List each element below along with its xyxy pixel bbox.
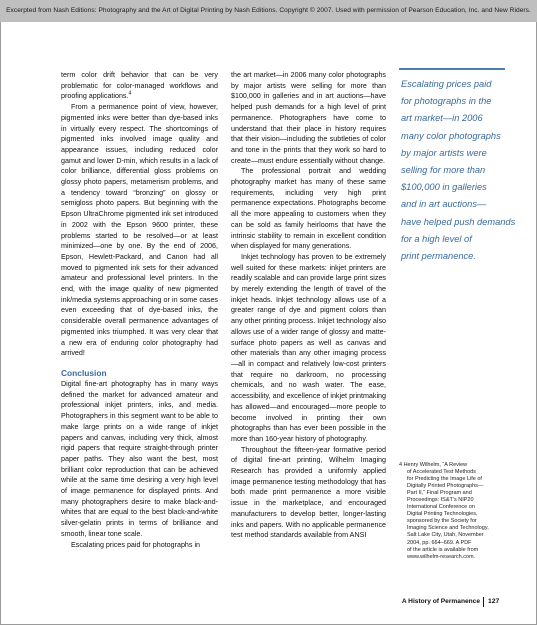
- pullquote-line: selling for more than: [401, 165, 486, 176]
- paragraph: the art market—in 2006 many color photographs by major artists were selling for more than $100,000 in galleries and in art auctions—have helped push demands for a high level of print permanence. Photographers have come to understand that their place in history requires that their vision—including the subtleties of color and tone in the prints that they work so hard to create—must endure essentially without change.: [231, 71, 386, 165]
- text-column-left: [61, 70, 218, 550]
- footnote-ref: 4: [128, 91, 132, 98]
- pullquote-rule: [399, 68, 505, 70]
- pullquote-line: for photographs in the: [401, 96, 492, 107]
- footnote-line: Salt Lake City, Utah, November: [407, 532, 484, 539]
- section-heading-conclusion: Conclusion: [61, 367, 107, 378]
- footnote-line: for Predicting the Image Life of: [407, 476, 482, 483]
- footnote-line: International Conference on: [407, 504, 475, 511]
- paragraph: Throughout the fifteen-year formative period of digital fine-art printing, Wilhelm Imaging Research has provided a uniformly applied image permanence testing methodology that has both made print permanence a more visible issue in the marketplace, and encouraged manufacturers to develop better, longer-lasting inks and papers. With no applicable permanence test method standards available from ANSI: [231, 445, 386, 540]
- footnote-line: Digital Printing Technologies,: [407, 511, 478, 518]
- pullquote-line: by major artists were: [401, 147, 487, 158]
- footnote-line: Proceedings: IS&T’s NIP20: [407, 497, 474, 504]
- pullquote-line: art market—in 2006: [401, 113, 483, 124]
- footer-divider: [483, 597, 484, 607]
- footnote-line: 4 Henry Wilhelm, “A Review: [399, 462, 468, 468]
- copyright-header: Excerpted from Nash Editions: Photography and the Art of Digital Printing by Nash Editions. Copyright © 2007. Used with permission of Pearson Education, Inc. and New Riders.: [0, 0, 537, 22]
- running-footer-title: A History of Permanence: [401, 598, 480, 605]
- footnote-line: sponsored by the Society for: [407, 518, 477, 525]
- paragraph: Escalating prices paid for photographs in: [71, 540, 201, 549]
- pullquote-line: and in art auctions—: [401, 199, 487, 210]
- footnote: [399, 462, 511, 561]
- paragraph: The professional portrait and wedding photography market has many of these same requirements, including very high print permanence expectations. Photographs become all the more appealing to customers when they can be sold as family heirlooms that have the intrinsic stability to remain in excellent condition when displayed for many generations.: [231, 167, 386, 251]
- pullquote-line: have helped push demands: [401, 216, 516, 227]
- pullquote-line: print permanence.: [401, 251, 476, 262]
- footnote-line: of Accelerated Test Methods: [407, 469, 476, 476]
- footnote-line: www.wilhelm-research.com.: [407, 553, 476, 560]
- paragraph: From a permanence point of view, however, pigmented inks were better than dye-based inks in virtually every respect. The shortcomings of pigmented inks involved image quality and appearance issues, including reduced color gamut and lower D-min, which results in a lack of color brilliance, differential gloss problems on glossy photo papers, metamerism problems, and a tendency toward “bronzing” on glossy or semigloss photo papers. But beginning with the Epson UltraChrome pigmented ink set introduced in 2002 with the Epson 9600 printer, these problems started to be resolved—or at least minimized—one by one. By the end of 2006, Epson, Hewlett-Packard, and Canon had all moved to pigmented ink sets for their advanced amateur and professional level printers. In the end, with the image quality of new pigmented ink/media systems approaching or in some cases even exceeding that of dye-based inks, the considerable overall permanence advantages of pigmented inks triumphed. It was very clear that a new era of enduring color photography had arrived!: [61, 103, 218, 358]
- footnote-line: 2004, pp. 664–669. A PDF: [407, 539, 472, 546]
- footnote-line: Part II,” Final Program and: [407, 490, 472, 497]
- footnote-line: Digitally Printed Photographs—: [407, 483, 484, 490]
- footnote-line: of the article is available from: [407, 546, 479, 553]
- pullquote-line: for a high level of: [401, 233, 472, 244]
- pullquote-line: Escalating prices paid: [401, 79, 492, 89]
- paragraph: Digital fine-art photography has in many ways defined the market for advanced amateur and professional inkjet printers, inks, and media. Photographers in this segment want to be able to make large prints on a wide range of inkjet papers and canvas, including very thick, almost rigid papers that require straight-through printer paper paths. They also want the best, most brilliant color reproduction that can be achieved while at the same time desiring a very high level of image permanence for displayed prints. And many photographers desire to make black-and-whites that are equal to the best black-and-white silver-gelatin prints in terms of brilliance and smooth, linear tone scale.: [61, 379, 218, 538]
- text-column-middle: [231, 70, 386, 541]
- paragraph: Inkjet technology has proven to be extremely well suited for these markets: inkjet printers are readily scalable and can provide large print sizes by merely extending the length of travel of the inkjet heads. Inkjet technology allows use of a greater range of dye and pigment colors than any other printing process. Inkjet technology also allows use of a wider range of glossy and matte-surface photo papers as well as canvas and other materials than any other imaging process—all in compact and relatively low-cost printers that require no darkroom, no processing chemicals, and no wash water. The ease, accessibility, and excellence of inkjet printmaking has allowed—and encouraged—more people to become involved in printing their own photographs than has ever been possible in the more than 160-year history of photography.: [231, 252, 386, 443]
- pullquote-line: many color photographs: [401, 130, 501, 141]
- page-footer: [0, 596, 537, 608]
- paragraph: term color drift behavior that can be very problematic for color-managed workflows and proofing applications.$^4$: [61, 71, 218, 101]
- pullquote-line: $100,000 in galleries: [401, 182, 487, 193]
- pullquote: [401, 76, 516, 265]
- page-number: 127: [488, 598, 500, 605]
- footnote-line: Imaging Science and Technology,: [407, 525, 489, 532]
